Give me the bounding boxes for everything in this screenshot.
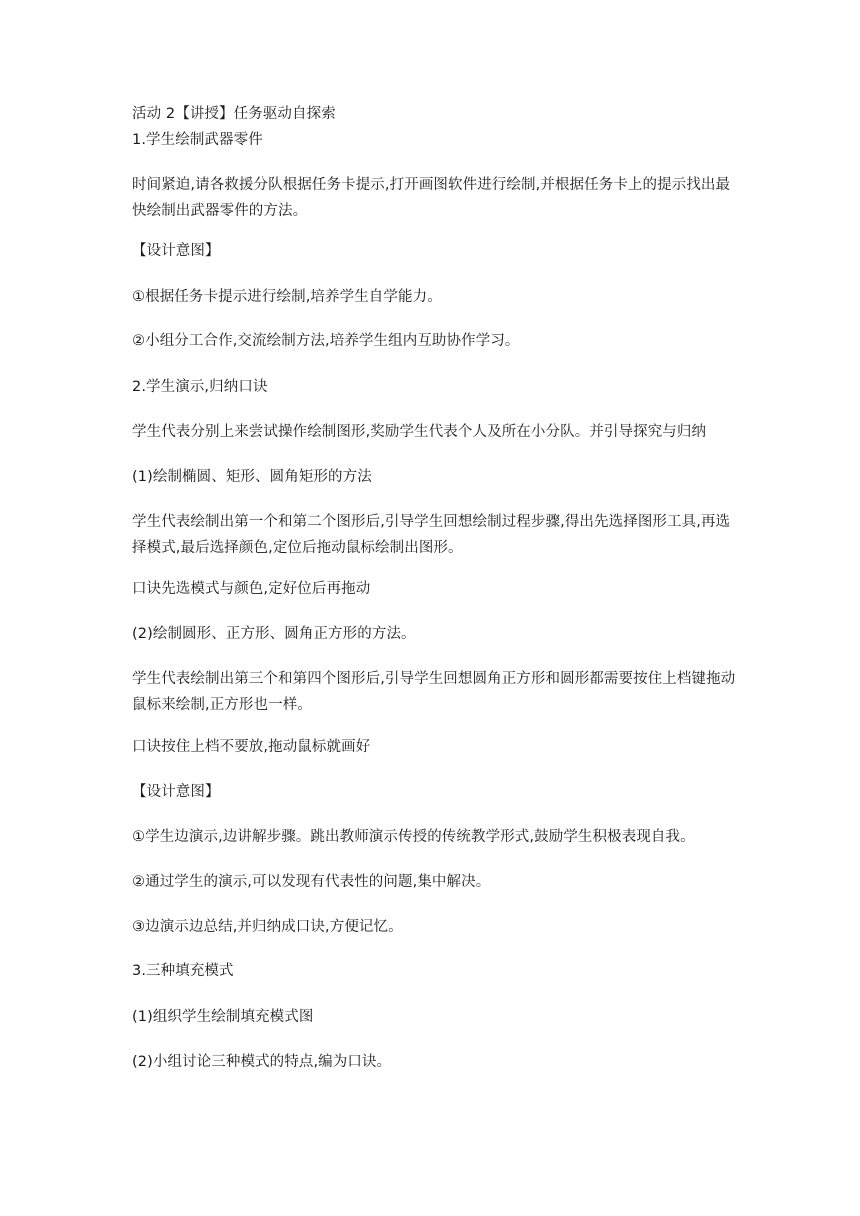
design-intent-label-1: 【设计意图】 xyxy=(132,243,220,259)
section-2-title: 2.学生演示,归纳口诀 xyxy=(132,379,268,395)
subsection-1-mnemonic: 口诀先选模式与颜色,定好位后再拖动 xyxy=(132,581,371,597)
section-3-item-2: (2)小组讨论三种模式的特点,编为口诀。 xyxy=(132,1054,392,1070)
section-2-paragraph: 学生代表分别上来尝试操作绘制图形,奖励学生代表个人及所在小分队。并引导探究与归纳 xyxy=(132,424,707,440)
subsection-1-title: (1)绘制椭圆、矩形、圆角矩形的方法 xyxy=(132,469,372,485)
subsection-2-title: (2)绘制圆形、正方形、圆角正方形的方法。 xyxy=(132,626,416,642)
subsection-2-mnemonic: 口诀按住上档不要放,拖动鼠标就画好 xyxy=(132,739,371,755)
intent-2-item-3: ③边演示边总结,并归纳成口诀,方便记忆。 xyxy=(132,919,403,935)
intent-1-item-2: ②小组分工合作,交流绘制方法,培养学生组内互助协作学习。 xyxy=(132,333,520,349)
section-3-item-1: (1)组织学生绘制填充模式图 xyxy=(132,1009,314,1025)
section-1-paragraph: 时间紧迫,请各救援分队根据任务卡提示,打开画图软件进行绘制,并根据任务卡上的提示找出最快绘制出武器零件的方法。 xyxy=(132,177,731,219)
section-3-title: 3.三种填充模式 xyxy=(132,963,234,979)
design-intent-label-2: 【设计意图】 xyxy=(132,784,220,800)
subsection-2-paragraph: 学生代表绘制出第三个和第四个图形后,引导学生回想圆角正方形和圆形都需要按住上档键拖动鼠标来绘制,正方形也一样。 xyxy=(132,671,736,713)
subsection-1-paragraph: 学生代表绘制出第一个和第二个图形后,引导学生回想绘制过程步骤,得出先选择图形工具,再选择模式,最后选择颜色,定位后拖动鼠标绘制出图形。 xyxy=(132,514,731,556)
activity-heading: 活动 2【讲授】任务驱动自探索 xyxy=(132,106,336,122)
section-1-title: 1.学生绘制武器零件 xyxy=(132,132,263,148)
intent-2-item-1: ①学生边演示,边讲解步骤。跳出教师演示传授的传统教学形式,鼓励学生积极表现自我。 xyxy=(132,829,695,845)
intent-2-item-2: ②通过学生的演示,可以发现有代表性的问题,集中解决。 xyxy=(132,874,491,890)
intent-1-item-1: ①根据任务卡提示进行绘制,培养学生自学能力。 xyxy=(132,289,442,305)
